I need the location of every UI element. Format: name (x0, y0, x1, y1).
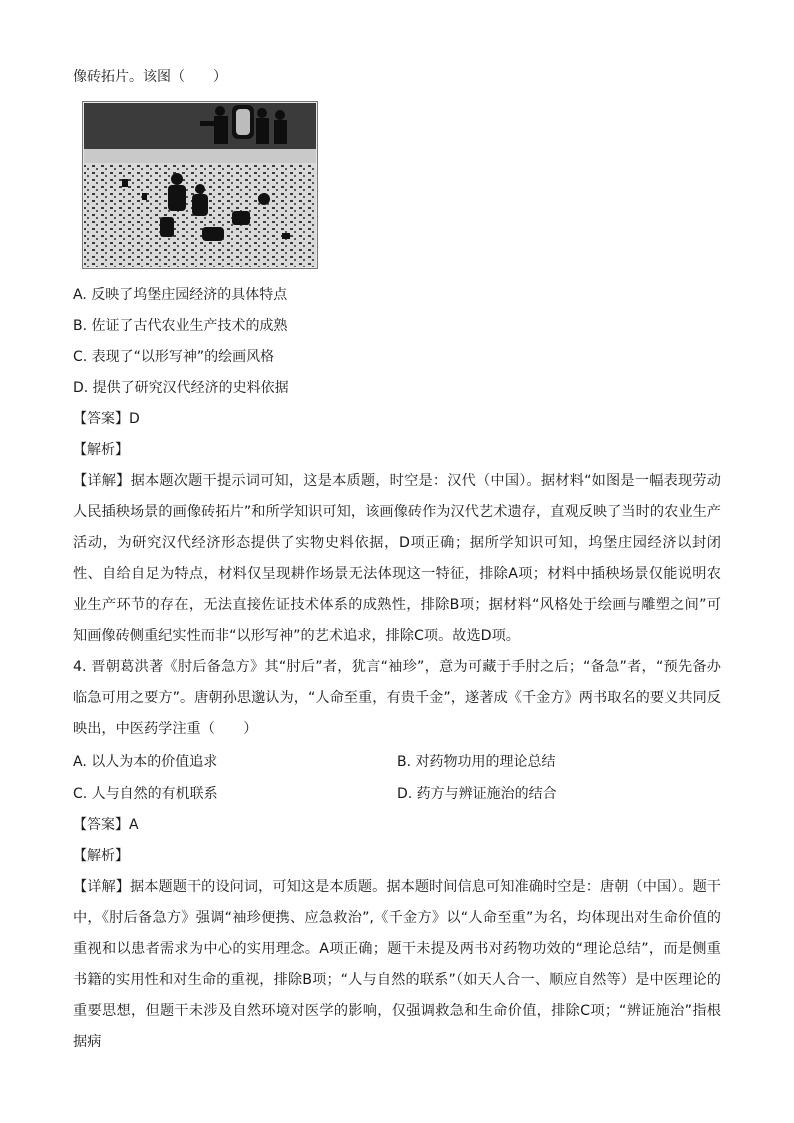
q4-detail-paragraph: 【详解】据本题题干的设问词，可知这是本质题。据本题时间信息可知准确时空是：唐朝（中国）。题干中，《肘后备急方》强调“袖珍便携、应急救治”,《千金方》以“人命至重”为名，均体现出对生命价值的重视和以患者需求为中心的实用理念。A项正确；题干未提及两书对药物功效的“理论总结”，而是侧重书籍的实用性和对生命的重视，排除B项；“人与自然的联系”（如天人合一、顺应自然等）是中医理论的重要思想，但题干未涉及自然环境对医学的影响，仅强调救急和生命价值，排除C项；“辨证施治”指根据病 (73, 879, 721, 1050)
q4-option-a: A. 以人为本的价值追求 (73, 754, 218, 770)
q4-option-b: B. 对药物功用的理论总结 (397, 754, 556, 770)
q3-stem-tail: 像砖拓片。该图（ ） (73, 69, 227, 85)
q4-option-d: D. 药方与辨证施治的结合 (397, 786, 557, 802)
q4-analysis-label: 【解析】 (73, 848, 129, 864)
brick-rubbing-image (82, 101, 318, 269)
q3-answer: 【答案】D (73, 411, 140, 427)
q3-option-d: D. 提供了研究汉代经济的史料依据 (73, 380, 289, 396)
q4-answer: 【答案】A (73, 817, 139, 833)
q4-stem: 4. 晋朝葛洪著《肘后备急方》其“肘后”者，犹言“袖珍”，意为可藏于手肘之后；“备急”者，“预先备办临急可用之要方”。唐朝孙思邈认为，“人命至重，有贵千金”，遂著成《千金方》两书取名的要义共同反映出，中医药学注重（ ） (73, 659, 721, 737)
q3-option-b: B. 佐证了古代农业生产技术的成熟 (73, 318, 288, 334)
q3-analysis-label: 【解析】 (73, 442, 129, 458)
q3-option-a: A. 反映了坞堡庄园经济的具体特点 (73, 287, 288, 303)
q4-option-c: C. 人与自然的有机联系 (73, 786, 218, 802)
q3-option-c: C. 表现了“以形写神”的绘画风格 (73, 349, 275, 365)
q3-detail-paragraph: 【详解】据本题次题干提示词可知，这是本质题，时空是：汉代（中国）。据材料“如图是一幅表现劳动人民插秧场景的画像砖拓片”和所学知识可知，该画像砖作为汉代艺术遗存，直观反映了当时的农业生产活动，为研究汉代经济形态提供了实物史料依据，D项正确；据所学知识可知，坞堡庄园经济以封闭性、自给自足为特点，材料仅呈现耕作场景无法体现这一特征，排除A项；材料中插秧场景仅能说明农业生产环节的存在，无法直接佐证技术体系的成熟性，排除B项；据材料“风格处于绘画与雕塑之间”可知画像砖侧重纪实性而非“以形写神”的艺术追求，排除C项。故选D项。 (73, 473, 721, 644)
